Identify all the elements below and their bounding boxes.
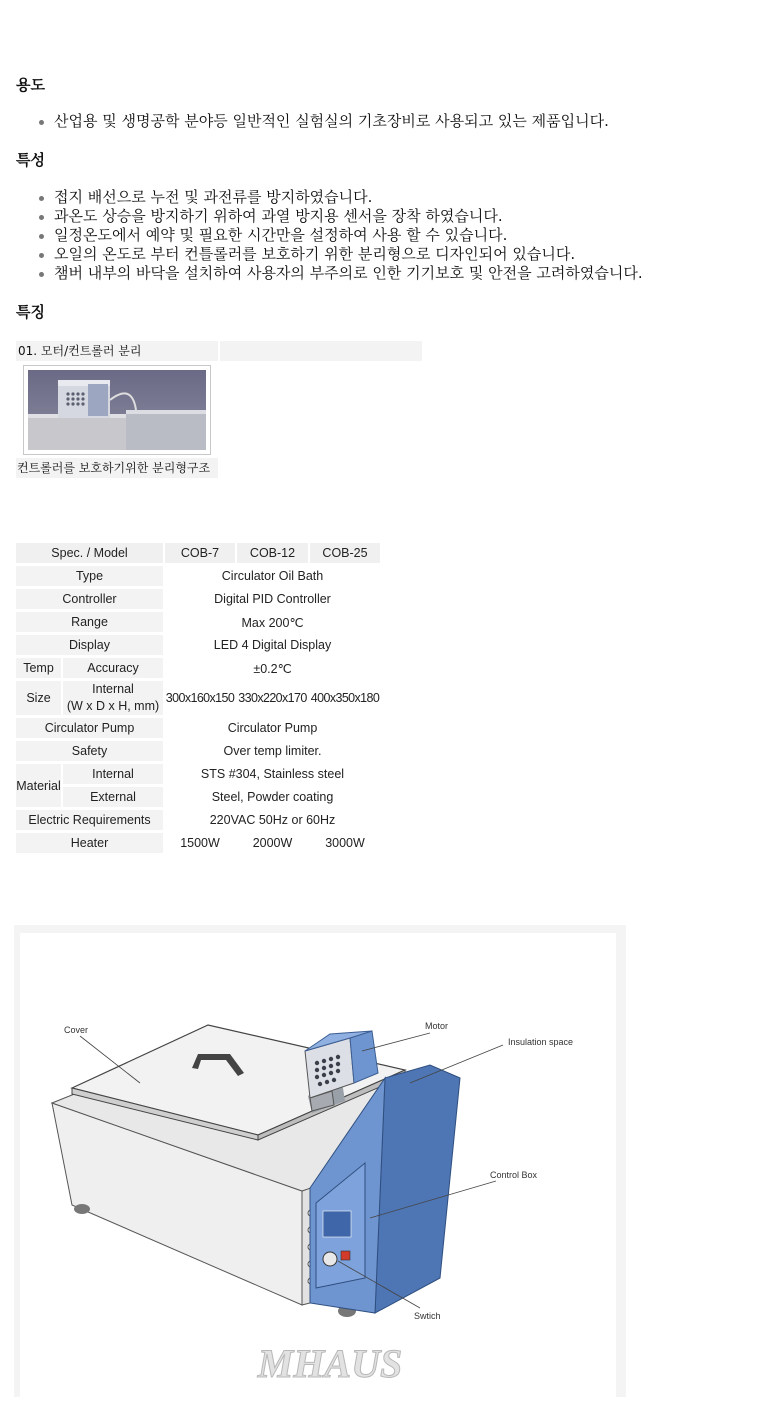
spec-value: STS #304, Stainless steel (165, 764, 380, 784)
table-row (16, 787, 380, 807)
table-row (16, 810, 380, 830)
spec-label: Accuracy (63, 658, 163, 678)
control-knob-icon (323, 1252, 337, 1266)
spec-label: Material (16, 764, 61, 807)
table-row (16, 543, 380, 563)
table-row (16, 718, 380, 738)
spec-label: Size (16, 681, 61, 715)
section-title-features: 특징 (16, 303, 45, 321)
list-item: 접지 배선으로 누전 및 과전류를 방지하였습니다. (36, 188, 643, 207)
switch-icon (341, 1251, 350, 1260)
spec-label: Electric Requirements (16, 810, 163, 830)
list-item: 과온도 상승을 방지하기 위하여 과열 방지용 센서을 장착 하였습니다. (36, 207, 643, 226)
spec-value: Circulator Pump (165, 718, 380, 738)
spec-value: LED 4 Digital Display (165, 635, 380, 655)
table-row (16, 635, 380, 655)
spec-value: 220VAC 50Hz or 60Hz (165, 810, 380, 830)
list-item: 일정온도에서 예약 및 필요한 시간만을 설정하여 사용 할 수 있습니다. (36, 226, 643, 245)
spec-label: Heater (16, 833, 163, 853)
spec-label: Circulator Pump (16, 718, 163, 738)
controller-photo-image (28, 370, 206, 450)
properties-list (36, 188, 643, 283)
spec-label: External (63, 787, 163, 807)
feature-caption: 컨트롤러를 보호하기위한 분리형구조 (16, 458, 218, 478)
feature-title: 01. 모터/컨트롤러 분리 (16, 341, 218, 361)
spec-value: 1500W (165, 833, 235, 853)
diagram-canvas (20, 933, 616, 1397)
list-item: 오일의 온도로 부터 컨틀롤러를 보호하기 위한 분리형으로 디자인되어 있습니다. (36, 245, 643, 264)
motor-housing-blue (350, 1031, 378, 1083)
spec-value: 300x160x150 (165, 681, 235, 715)
control-box-side (375, 1065, 460, 1313)
spec-value: 330x220x170 (237, 681, 308, 715)
table-row (16, 681, 380, 715)
spec-header-cell: COB-12 (237, 543, 308, 563)
spec-label: Temp (16, 658, 61, 678)
spec-value: 3000W (310, 833, 380, 853)
spec-label: Type (16, 566, 163, 586)
spec-header-cell: COB-25 (310, 543, 380, 563)
label-cover: Cover (64, 1025, 89, 1035)
feature-title-blank (220, 341, 422, 361)
spec-value: Steel, Powder coating (165, 787, 380, 807)
spec-sublabel-unit: (W x D x H, mm) (66, 699, 160, 713)
spec-label: Safety (16, 741, 163, 761)
spec-label: Display (16, 635, 163, 655)
spec-value: Over temp limiter. (165, 741, 380, 761)
spec-label: Range (16, 612, 163, 632)
table-row (16, 764, 380, 784)
spec-header-cell: COB-7 (165, 543, 235, 563)
table-row (16, 833, 380, 853)
foot-icon (74, 1204, 90, 1214)
spec-table (14, 540, 382, 856)
table-row (16, 589, 380, 609)
spec-value: 400x350x180 (310, 681, 380, 715)
oil-bath-diagram (20, 933, 616, 1397)
spec-header-cell: Spec. / Model (16, 543, 163, 563)
table-row (16, 741, 380, 761)
spec-value: Digital PID Controller (165, 589, 380, 609)
product-diagram (14, 925, 626, 1397)
spec-label: Internal (63, 764, 163, 784)
table-row (16, 612, 380, 632)
list-item: 챔버 내부의 바닥을 설치하여 사용자의 부주의로 인한 기기보호 및 안전을 고려하였습니다. (36, 264, 643, 283)
spec-value: 2000W (237, 833, 308, 853)
section-title-properties: 특성 (16, 151, 45, 169)
label-insulation: Insulation space (508, 1037, 574, 1047)
spec-value: Circulator Oil Bath (165, 566, 380, 586)
label-control-box: Control Box (490, 1170, 538, 1180)
table-row (16, 566, 380, 586)
usage-list (36, 112, 609, 131)
section-title-usage: 용도 (16, 76, 45, 94)
label-switch: Swtich (414, 1311, 441, 1321)
list-item: 산업용 및 생명공학 분야등 일반적인 실험실의 기초장비로 사용되고 있는 제품입니다. (36, 112, 609, 131)
watermark-logo: MHAUS (257, 1341, 403, 1386)
spec-value: ±0.2℃ (165, 658, 380, 678)
spec-sublabel: Internal (92, 682, 134, 696)
control-display (323, 1211, 351, 1237)
feature-photo[interactable] (23, 365, 211, 455)
label-motor: Motor (425, 1021, 449, 1031)
table-row (16, 658, 380, 678)
spec-value: Max 200℃ (165, 612, 380, 632)
spec-label (63, 681, 163, 715)
spec-label: Controller (16, 589, 163, 609)
